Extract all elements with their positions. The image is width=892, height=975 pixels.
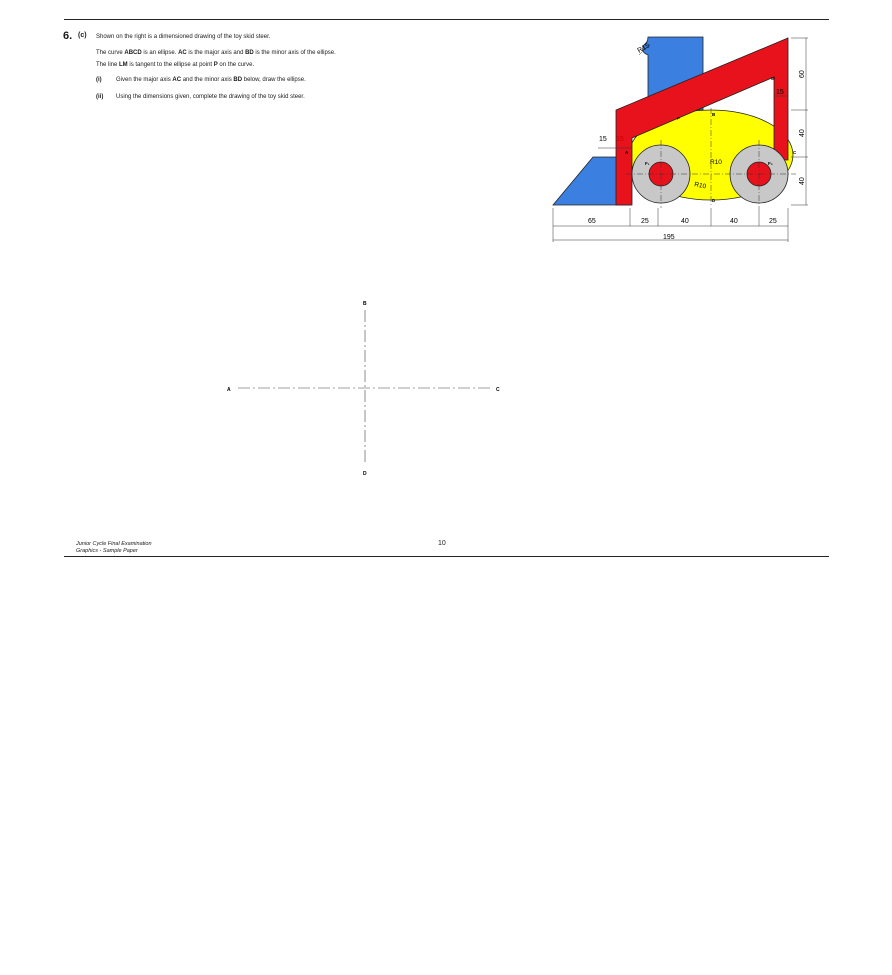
page-number: 10 <box>438 540 446 547</box>
question-line-1: Shown on the right is a dimensioned drawing of the toy skid steer. <box>96 34 271 40</box>
dim-60: 60 <box>799 70 806 78</box>
label-d: D <box>712 198 716 203</box>
label-f1: F₁ <box>645 161 650 166</box>
axis-label-c: C <box>496 387 500 393</box>
bottom-rule <box>64 556 829 557</box>
label-r15: R15 <box>636 42 652 55</box>
skid-steer-drawing <box>548 30 813 250</box>
dim-195: 195 <box>663 234 675 241</box>
axis-label-b: B <box>363 301 367 307</box>
subpart-ii-label: (ii) <box>96 94 104 100</box>
ellipse-axes <box>210 290 510 480</box>
dim-25-left: 25 <box>641 218 649 225</box>
dim-15-mid: 15 <box>616 136 624 143</box>
dim-40-upper: 40 <box>799 129 806 137</box>
question-line-2: The curve ABCD is an ellipse. AC is the major axis and BD is the minor axis of the ellipse. <box>96 50 336 56</box>
dim-25-right: 25 <box>769 218 777 225</box>
dim-65: 65 <box>588 218 596 225</box>
footer-line-1: Junior Cycle Final Examination <box>76 541 152 547</box>
label-f2: F₂ <box>768 161 773 166</box>
label-b: B <box>712 112 716 117</box>
footer-line-2: Graphics - Sample Paper <box>76 548 138 554</box>
label-r10-lower: R10 <box>693 181 707 191</box>
axis-label-d: D <box>363 471 367 477</box>
dim-15-right: 15 <box>776 89 784 96</box>
subpart-i-text: Given the major axis AC and the minor axis BD below, draw the ellipse. <box>116 77 306 83</box>
question-number: 6. <box>63 30 73 42</box>
dim-15-left: 15 <box>599 136 607 143</box>
question-part: (c) <box>78 32 87 39</box>
axis-label-a: A <box>227 387 231 393</box>
subpart-i-label: (i) <box>96 77 102 83</box>
label-a: A <box>625 150 629 155</box>
label-m: M <box>771 76 775 81</box>
top-rule <box>64 19 829 20</box>
dim-40-right: 40 <box>730 218 738 225</box>
label-p: P <box>677 116 681 121</box>
dim-40-left: 40 <box>681 218 689 225</box>
footer-exam-title <box>76 541 152 555</box>
question-line-3: The line LM is tangent to the ellipse at point P on the curve. <box>96 62 255 68</box>
dim-40-lower: 40 <box>799 177 806 185</box>
label-r10-upper: R10 <box>710 159 722 166</box>
subpart-ii-text: Using the dimensions given, complete the drawing of the toy skid steer. <box>116 94 305 100</box>
label-c: C <box>793 150 797 155</box>
